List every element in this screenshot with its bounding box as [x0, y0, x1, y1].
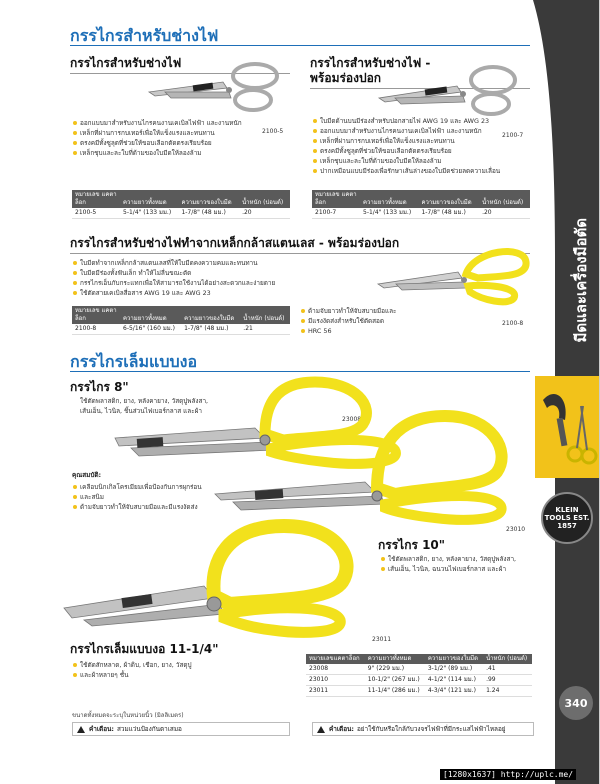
table-cell: 9" (229 มม.): [365, 664, 425, 675]
page-number: 340: [559, 686, 593, 720]
title-line: พร้อมร่องปอก: [310, 71, 382, 85]
bullet: เหล็กชุบและละใบที่ด้ามของใบมีดให้ลองล้าม: [312, 156, 500, 166]
bullet: ตรงคมีทั้งซูลุตที่ช่วยให้ขอบเลือกตัดตรงเรียบร้อย: [312, 146, 500, 156]
column-header: ความยาวของใบมีด: [425, 654, 483, 664]
sidebar-title: มีดและเครื่องมือตัด: [572, 217, 590, 343]
column-header: ความยาวทั้งหมด: [120, 306, 181, 324]
warning-text: สวมแว่นป้องกันตาเสมอ: [116, 725, 182, 733]
product-title-23008: กรรไกร 8": [70, 380, 129, 394]
product-title-23011: กรรไกรเล็มแบบงอ 11-1/4": [70, 642, 219, 656]
column-header: หมายเลข แคตาล็อก: [312, 190, 360, 208]
column-header: หมายเลขแคตาล็อก: [306, 654, 365, 664]
features-label: คุณสมบัติ:: [72, 471, 102, 479]
bullet: มีแรงงัดส่งสำหรับใช้ตัดสอด: [300, 316, 396, 326]
table-cell: .41: [483, 664, 532, 675]
desc-line: เส้นเอ็น, ไวนิล, ชิ้นส่วนไฟเบอร์กลาส และผ้า: [80, 407, 202, 415]
table-cell: 2100-7: [312, 208, 360, 219]
bullet: ใช้ตัดสายเคเบิลสื่อสาร AWG 19 และ AWG 23: [72, 288, 275, 298]
column-header: ความยาวทั้งหมด: [120, 190, 178, 208]
product-title-2100-5: กรรไกรสำหรับช่างไฟ: [70, 56, 182, 70]
warning-label: คำเตือน:: [329, 725, 354, 733]
table-cell: 5-1/4" (133 มม.): [360, 208, 418, 219]
column-header: ความยาวของใบมีด: [178, 190, 239, 208]
section-rule: [70, 45, 530, 46]
table-row: [312, 208, 530, 219]
bullet: ออกแบบมาสำหรับงานไกรคนงานเคเบิลไฟฟ้า และงานหนัก: [312, 126, 500, 136]
table-cell: 3-1/2" (89 มม.): [425, 664, 483, 675]
bullets-2100-8: [72, 258, 275, 298]
column-header: หมายเลข แคตาล็อก: [72, 190, 120, 208]
table-cell: .20: [239, 208, 290, 219]
table-header-row: [72, 306, 290, 324]
model-label-23011: 23011: [372, 636, 392, 643]
column-header: น้ำหนัก (ปอนด์): [479, 190, 530, 208]
table-header-row: [72, 190, 290, 208]
product-title-23010: กรรไกร 10": [378, 538, 446, 552]
model-label-2100-7: 2100-7: [502, 132, 524, 139]
spec-table-2100-8: [72, 306, 290, 335]
table-cell: 23011: [306, 686, 365, 697]
table-cell: 4-1/2" (114 มม.): [425, 675, 483, 686]
table-cell: 2100-5: [72, 208, 120, 219]
scissors-2100-8-image: [374, 244, 534, 306]
bullets-2100-5: [72, 118, 242, 158]
scissors-23011-image: [64, 516, 404, 638]
scissors-2100-5-image: [145, 62, 285, 112]
size-note: ขนาดทั้งหมดจะระบุในหน่วยนิ้ว (มิลลิเมตร): [72, 712, 184, 719]
bullet: เคลือบนิกเกิลโครเมียมเพื่อป้องกันการผุกร่อน: [72, 482, 202, 492]
bullet: ด้ามจับยาวทำให้จับสบายมือและมีแรงงัดส่ง: [72, 502, 202, 512]
bullet: ตรงคมีทั้งซูลุตที่ช่วยให้ขอบเลือกตัดตรงเรียบร้อย: [72, 138, 242, 148]
bullet: ใช้ตัดพลาสติก, ยาง, หลังคายาง, วัสดุปูพลังสา,: [380, 554, 516, 564]
watermark: [1280x1637] http://uplc.me/: [440, 769, 576, 780]
table-header-row: [306, 654, 532, 664]
table-cell: 23008: [306, 664, 365, 675]
table-row: [72, 208, 290, 219]
section-title-bent-trimmers: กรรไกรเล็มแบบงอ: [70, 352, 198, 371]
bullet: เหล็กที่ผ่านการกบเทอร์เพื่อให้แข็งแรงและทนทาน: [72, 128, 242, 138]
spec-table-2100-5: [72, 190, 290, 219]
column-header: ความยาวของใบมีด: [181, 306, 240, 324]
bullet: ด้ามจับยาวทำให้จับสบายมือและ: [300, 306, 396, 316]
column-header: น้ำหนัก (ปอนด์): [483, 654, 532, 664]
table-row: [306, 675, 532, 686]
column-header: น้ำหนัก (ปอนด์): [240, 306, 290, 324]
table-cell: 1-7/8" (48 มม.): [181, 324, 240, 335]
warning-box-right: [312, 722, 534, 736]
table-cell: .20: [479, 208, 530, 219]
spec-table-2100-7: [312, 190, 530, 219]
table-cell: 23010: [306, 675, 365, 686]
knife-scissors-icon: [535, 376, 599, 478]
features-bullets: [72, 482, 202, 512]
table-cell: 2100-8: [72, 324, 120, 335]
scissors-23010-image: [215, 408, 515, 528]
warning-box-left: [72, 722, 290, 736]
bullet: ออกแบบมาสำหรับงานไกรคนงานเคเบิลไฟฟ้า และงานหนัก: [72, 118, 242, 128]
warning-label: คำเตือน:: [89, 725, 114, 733]
bullet-continuation: เส้นเอ็น, ไวนิล, ฉนวนไฟเบอร์กลาส และผ้า: [380, 564, 516, 574]
table-cell: 11-1/4" (286 มม.): [365, 686, 425, 697]
bullet: เหล็กที่ผ่านการกบเทอร์เพื่อให้แข็งแรงและทนทาน: [312, 136, 500, 146]
table-cell: 5-1/4" (133 มม.): [120, 208, 178, 219]
table-cell: 1-7/8" (48 มม.): [178, 208, 239, 219]
bullet: HRC 56: [300, 326, 396, 336]
klein-logo: KLEIN TOOLS EST. 1857: [541, 492, 593, 544]
desc-line: ใช้ตัดพลาสติก, ยาง, หลังคายาง, วัสดุปูพลังสา,: [80, 397, 209, 405]
table-cell: .99: [483, 675, 532, 686]
bullet: เหล็กชุบและละใบที่ด้ามของใบมีดให้ลองล้าม: [72, 148, 242, 158]
product-title-2100-8: กรรไกรสำหรับช่างไฟทำจากเหล็กกล้าสแตนเลส - พร้อมร่องปอก: [70, 236, 400, 250]
bullet: กรรไกรเอ็นกับกระแทกเพื่อให้สามารถใช้งานได้อย่างสะดวกและง่ายดาย: [72, 278, 275, 288]
model-label-23010: 23010: [506, 526, 526, 533]
table-cell: 10-1/2" (267 มม.): [365, 675, 425, 686]
spec-table-shears: [306, 654, 532, 697]
section-title-electrician-scissors: กรรไกรสำหรับช่างไฟ: [70, 26, 219, 45]
model-label-23008: 23008: [342, 416, 362, 423]
bullet-continuation: และผ้าหลายๆ ชั้น: [72, 670, 192, 680]
bullet: ใบมีดมีร่องทั้งฟันเล็ก ทำให้ไม่ลื่นขณะตัด: [72, 268, 275, 278]
table-row: [306, 664, 532, 675]
column-header: น้ำหนัก (ปอนด์): [239, 190, 290, 208]
model-label-2100-8: 2100-8: [502, 320, 524, 327]
table-cell: 1.24: [483, 686, 532, 697]
warning-icon: [77, 726, 85, 733]
model-label-2100-5: 2100-5: [262, 128, 284, 135]
category-tab-highlight: [535, 376, 599, 478]
table-cell: 4-3/4" (121 มม.): [425, 686, 483, 697]
column-header: ความยาวของใบมีด: [418, 190, 479, 208]
bullets-2100-8-side: [300, 306, 396, 336]
table-cell: 6-5/16" (160 มม.): [120, 324, 181, 335]
bullet: ใบมีดด้านบนมีร่องสำหรับปอกสายไฟ AWG 19 และ AWG 23: [312, 116, 500, 126]
bullet: ใบมีดทำจากเหล็กกล้าสแตนเลสที่ให้ใบมีดคงความคมและทนทาน: [72, 258, 275, 268]
column-header: ความยาวทั้งหมด: [360, 190, 418, 208]
table-row: [306, 686, 532, 697]
column-header: ความยาวทั้งหมด: [365, 654, 425, 664]
scissors-2100-7-image: [375, 64, 525, 116]
table-cell: .21: [240, 324, 290, 335]
table-cell: 1-7/8" (48 มม.): [418, 208, 479, 219]
warning-text: อย่าใช้กับหรือใกล้กับวงจรไฟฟ้าที่มีกระแสไฟฟ้าไหลอยู่: [356, 725, 506, 733]
column-header: หมายเลข แคตาล็อก: [72, 306, 120, 324]
table-row: [72, 324, 290, 335]
bullets-2100-7: [312, 116, 500, 176]
bullet: ปากเหมือนแบบมีร่องเพื่อรักษาเส้นล่างของใบมีดช่วยลดความเลื่อน: [312, 166, 500, 176]
table-header-row: [312, 190, 530, 208]
warning-icon: [317, 726, 325, 733]
bullet: ใช้ตัดสักหลาด, ผ้าดิบ, เชือก, ยาง, วัสดุปู: [72, 660, 192, 670]
title-line: กรรไกรสำหรับช่างไฟ -: [310, 56, 431, 70]
desc-23011: [72, 660, 192, 680]
bullet-continuation: และสนิม: [72, 492, 202, 502]
section-rule: [70, 371, 530, 372]
